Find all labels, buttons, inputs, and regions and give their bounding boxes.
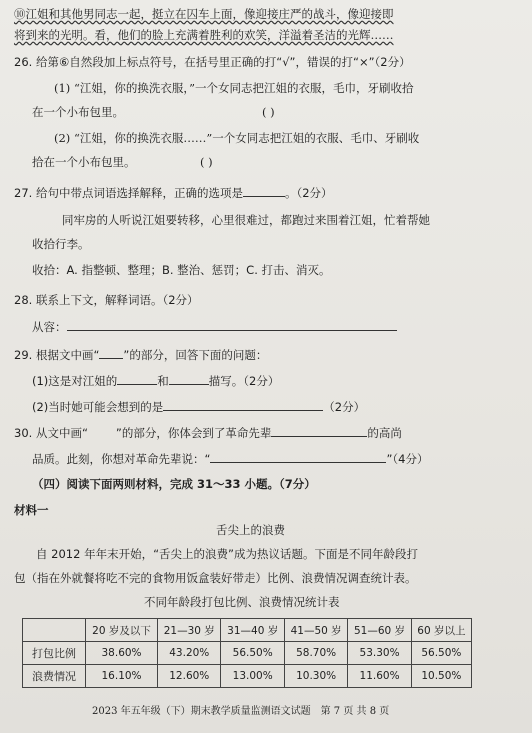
q29-stem-b: ”的部分，回答下面的问题： [123,348,268,362]
q29-stem-a: 29. 根据文中画“ [14,348,100,362]
q28-stem: 28. 联系上下文，解释词语。（2分） [14,293,199,307]
q30-blank-2[interactable] [210,450,386,463]
table-cell: 58.70% [284,642,347,665]
table-cell: 10.50% [411,665,471,688]
material-para-2: 包（指在外就餐将吃不完的食物用饭盒装好带走）比例、浪费情况调查统计表。 [14,571,417,585]
table-cell: 11.60% [348,665,411,688]
q29-sub1-b: 和 [157,374,169,388]
q26-answer-box-2[interactable]: ( ) [200,155,213,169]
q27-stem-text: 27. 给句中带点词语选择解释，正确的选项是 [14,186,243,200]
table-cell: 56.50% [411,642,471,665]
stats-table [22,618,472,688]
table-cell: 43.20% [158,642,221,665]
q30-wavy-sample [88,425,116,437]
material-label: 材料一 [14,503,49,517]
q29-stem [14,346,267,363]
table-row-header: 打包比例 [23,642,86,665]
table-row [23,665,472,688]
table-header-cell: 41—50 岁 [284,619,347,642]
q29-underline-sample [99,346,123,359]
q26-answer-box-1[interactable]: ( ) [262,105,275,119]
table-header-row [23,619,472,642]
q27-stem [14,184,333,201]
q30-stem [14,424,402,441]
table-row-header: 浪费情况 [23,665,86,688]
q26-option-1-cont: 在一个小布包里。 [32,105,124,119]
q30-blank-1[interactable] [271,424,367,437]
q29-sub2-b: （2分） [323,400,366,414]
table-cell: 12.60% [158,665,221,688]
q29-blank-1[interactable] [117,372,157,385]
table-cell: 56.50% [221,642,284,665]
table-cell: 16.10% [86,665,158,688]
table-header-cell: 21—30 岁 [158,619,221,642]
q30-stem-b: ”的部分，你体会到了革命先辈 [115,426,272,440]
table-cell: 38.60% [86,642,158,665]
section-4-heading: （四）阅读下面两则材料，完成 31～33 小题。（7分） [32,477,316,491]
material-para-1: 自 2012 年年末开始，“舌尖上的浪费”成为热议话题。下面是不同年龄段打 [36,547,418,561]
table-title: 不同年龄段打包比例、浪费情况统计表 [144,595,340,609]
q29-sub1-c: 描写。（2分） [208,374,280,388]
page-footer: 2023 年五年级（下）期末教学质量监测语文试题 第 7 页 共 8 页 [92,706,390,717]
table-cell: 13.00% [221,665,284,688]
table-header-cell [23,619,86,642]
q29-sub1 [32,372,279,389]
q29-sub2-a: (2)当时她可能会想到的是 [32,400,164,414]
q28-answer-blank[interactable] [67,318,397,331]
q30-stem-c: 的高尚 [367,426,402,440]
q29-sub2 [32,398,365,415]
table-cell: 10.30% [284,665,347,688]
q27-sentence-2: 收拾行李。 [32,237,90,251]
q28-word-label [32,318,397,335]
q30-line2-a: 品质。此刻，你想对革命先辈说：“ [32,452,211,466]
q29-blank-3[interactable] [163,398,323,411]
material-title: 舌尖上的浪费 [216,523,285,537]
q27-score: 。（2分） [284,186,333,200]
q26-option-1: (1) “江姐，你的换洗衣服，”一个女同志把江姐的衣服，毛巾，牙刷收拾 [54,81,414,95]
q30-line2-b: ”（4分） [386,452,429,466]
table-header-cell: 51—60 岁 [348,619,411,642]
q29-blank-2[interactable] [169,372,209,385]
passage-line-2: 将到来的光明。看，他们的脸上充满着胜利的欢笑，洋溢着圣洁的光辉…… [14,28,394,42]
table-header-cell: 60 岁以上 [411,619,471,642]
q27-sentence-1: 同牢房的人听说江姐要转移，心里很难过，都跑过来围着江姐，忙着帮她 [62,213,430,227]
q26-option-2: (2) “江姐，你的换洗衣服……”一个女同志把江姐的衣服、毛巾、牙刷收 [54,131,420,145]
q26-option-2-cont: 拾在一个小布包里。 [32,155,136,169]
q26-stem: 26. 给第⑥自然段加上标点符号，在括号里正确的打“√”，错误的打“×”（2分） [14,55,411,69]
table-cell: 53.30% [348,642,411,665]
q30-stem-a: 30. 从文中画“ [14,426,88,440]
q27-options: 收拾：A. 指整顿、整理；B. 整治、惩罚；C. 打击、消灭。 [32,263,331,277]
q30-line2 [32,450,429,467]
passage-line-1: ⑩江姐和其他男同志一起，挺立在囚车上面，像迎接庄严的战斗，像迎接即 [14,7,394,21]
table-header-cell: 20 岁及以下 [86,619,158,642]
table-row [23,642,472,665]
q29-sub1-a: (1)这是对江姐的 [32,374,118,388]
table-header-cell: 31—40 岁 [221,619,284,642]
q27-answer-blank[interactable] [243,184,285,197]
q28-word: 从容： [32,320,67,334]
